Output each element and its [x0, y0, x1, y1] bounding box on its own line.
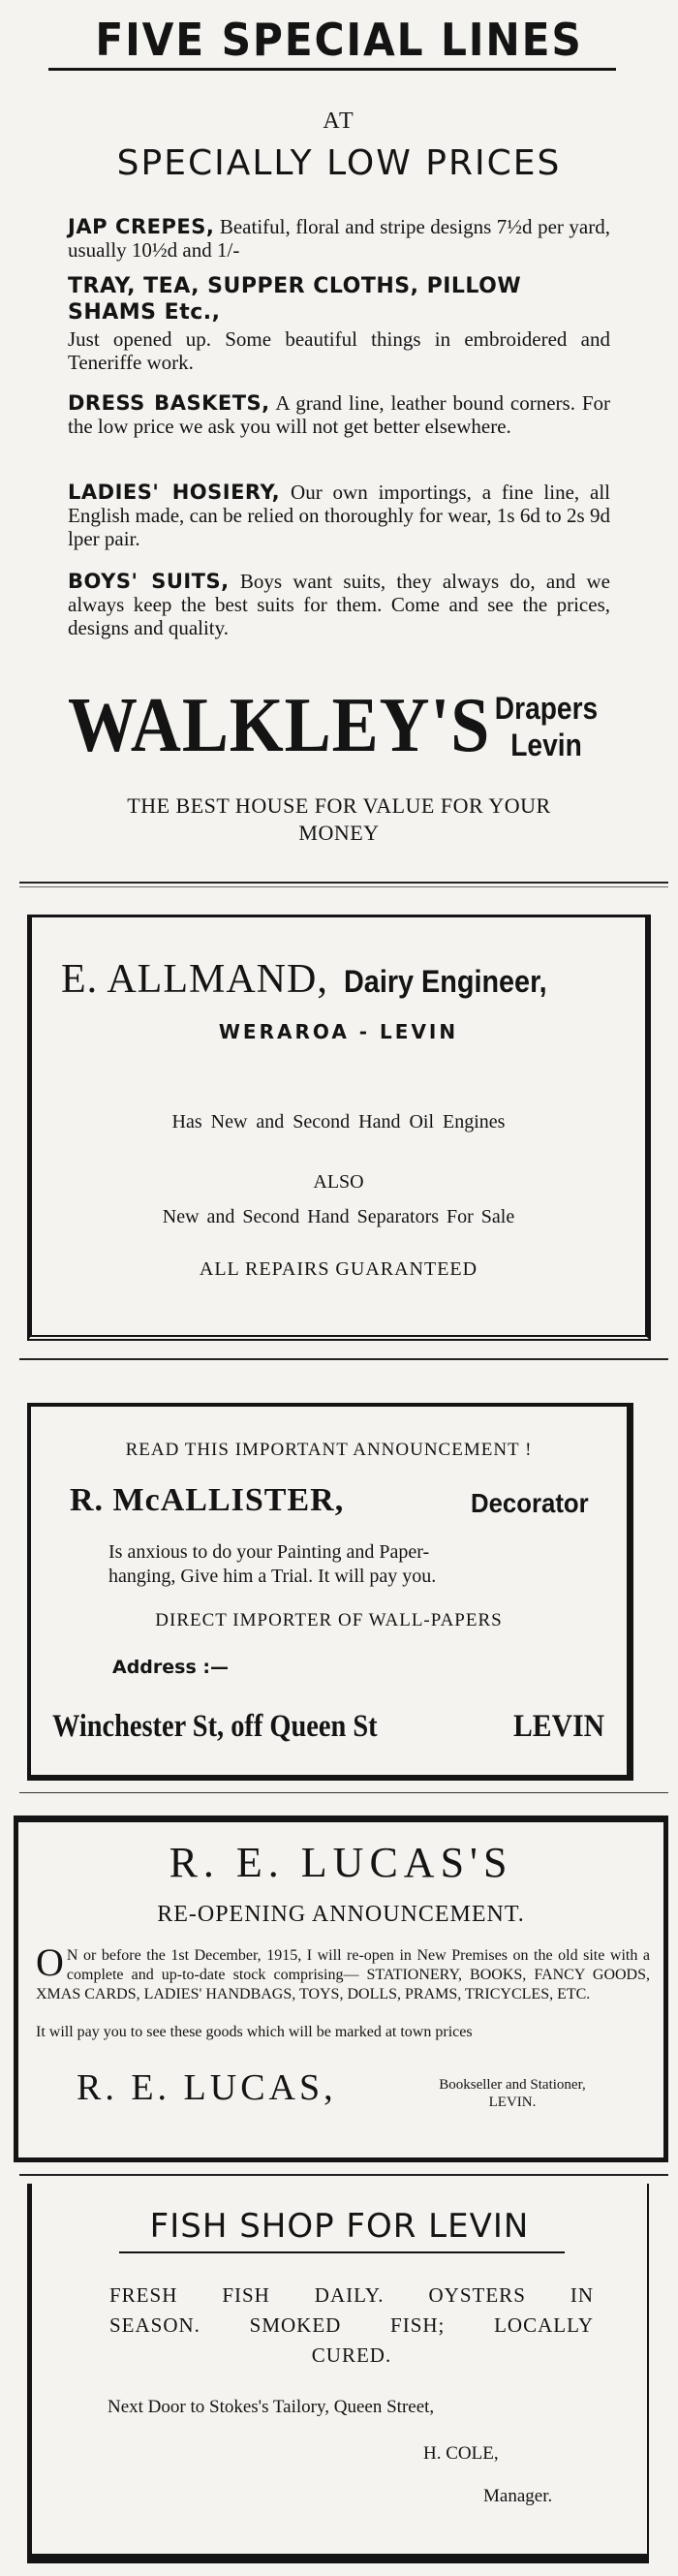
- walkley-subhead: SPECIALLY LOW PRICES: [116, 143, 562, 183]
- mcallister-importer: DIRECT IMPORTER OF WALL-PAPERS: [155, 1610, 503, 1630]
- divider: [19, 886, 668, 887]
- walkley-ad: [0, 0, 678, 862]
- body-line-2: hanging, Give him a Trial. It will pay you.: [108, 1566, 437, 1587]
- fish-line-1: FRESH FISH DAILY. OYSTERS IN: [109, 2283, 594, 2307]
- item-lead: JAP CREPES,: [68, 215, 215, 238]
- mcallister-address: Winchester St, off Queen St: [52, 1709, 378, 1744]
- fish-line-3: CURED.: [311, 2343, 392, 2367]
- sign-trade: Bookseller and Stationer,: [439, 2077, 586, 2093]
- trade-line-drapers: Drapers: [494, 691, 599, 726]
- fish-title-underline: [119, 2251, 565, 2253]
- lucas-subtitle: RE-OPENING ANNOUNCEMENT.: [157, 1902, 525, 1927]
- item-lead: TRAY, TEA, SUPPER CLOTHS, PILLOW SHAMS Etc.,: [68, 274, 522, 325]
- mcallister-town: LEVIN: [513, 1709, 605, 1744]
- allmand-also: ALSO: [313, 1171, 364, 1193]
- item-lead: LADIES' HOSIERY,: [68, 481, 281, 504]
- divider: [19, 882, 668, 884]
- mcallister-trade: Decorator: [471, 1488, 589, 1518]
- fish-address: Next Door to Stokes's Tailory, Queen Street,: [108, 2397, 435, 2417]
- mcallister-body: [108, 1540, 593, 1589]
- sign-town: LEVIN.: [488, 2095, 537, 2110]
- allmand-heading: [61, 956, 623, 1003]
- mcallister-name: R. McALLISTER,: [70, 1482, 345, 1518]
- item-dress-baskets: [68, 391, 610, 438]
- allmand-name: E. ALLMAND,: [61, 957, 328, 1002]
- mcallister-intro: READ THIS IMPORTANT ANNOUNCEMENT !: [125, 1440, 533, 1460]
- lucas-sign-trade: [386, 2076, 638, 2111]
- walkley-at: AT: [323, 109, 355, 134]
- fish-title: FISH SHOP FOR LEVIN: [149, 2207, 530, 2246]
- item-lead: DRESS BASKETS,: [68, 391, 270, 415]
- fish-role: Manager.: [483, 2486, 553, 2506]
- fish-proprietor: H. COLE,: [423, 2443, 499, 2464]
- slogan-line-1: THE BEST HOUSE FOR VALUE FOR YOUR: [127, 793, 551, 818]
- fish-ad: [27, 2184, 649, 2563]
- allmand-line-3: ALL REPAIRS GUARANTEED: [199, 1258, 478, 1280]
- item-text: Our own importings, a fine line, all English made, can be relied on thoroughly for wear, 1s 6d to 2s 9d lper pair.: [68, 481, 611, 550]
- fish-line-2: SEASON. SMOKED FISH; LOCALLY: [109, 2313, 594, 2337]
- allmand-line-2: New and Second Hand Separators For Sale: [162, 1206, 515, 1227]
- walkley-name: WALKLEY'S: [68, 683, 491, 768]
- mcallister-ad: [27, 1403, 633, 1781]
- item-jap-crepes: [68, 215, 610, 262]
- allmand-location: WERAROA - LEVIN: [218, 1020, 459, 1043]
- allmand-trade: Dairy Engineer,: [343, 964, 547, 999]
- allmand-ad: [27, 915, 651, 1341]
- walkley-slogan: [39, 792, 639, 847]
- item-text: Beatiful, floral and stripe designs 7½d per yard, usually 10½d and 1/-: [68, 215, 610, 262]
- mcallister-heading: [70, 1482, 612, 1519]
- item-text: Boys want suits, they always do, and we always keep the best suits for them. Come and see the prices, designs and quality.: [68, 570, 610, 639]
- item-boys-suits: [68, 570, 610, 639]
- trade-line-levin: Levin: [510, 728, 582, 762]
- divider: [19, 1792, 668, 1793]
- item-tray-tea: [68, 273, 610, 374]
- lucas-sign-name: R. E. LUCAS,: [77, 2067, 337, 2108]
- lucas-body: [36, 1940, 650, 2004]
- body-text: N or before the 1st December, 1915, I will re-open in New Premises on the old site with a complete and up-to-date stock comprising— STATIONERY, BOOKS, FANCY GOODS, XMAS CARDS, LADIES' HANDBAGS, TOYS, DOLLS, PRAMS, TRICYCLES, ETC.: [36, 1947, 650, 2002]
- lucas-ad: [14, 1816, 668, 2162]
- lucas-body-last: It will pay you to see these goods which will be marked at town prices: [36, 2024, 473, 2040]
- body-line-1: Is anxious to do your Painting and Paper-: [108, 1541, 430, 1563]
- allmand-line-1: Has New and Second Hand Oil Engines: [171, 1111, 506, 1133]
- mcallister-address-label: Address :—: [112, 1657, 229, 1678]
- divider: [19, 2174, 668, 2176]
- slogan-line-2: MONEY: [298, 821, 380, 845]
- walkley-trade: [478, 690, 615, 763]
- item-text: Just opened up. Some beautiful things in embroidered and Teneriffe work.: [68, 327, 610, 374]
- item-ladies-hosiery: [68, 481, 610, 550]
- headline-underline: [48, 68, 616, 71]
- fish-body: [109, 2281, 594, 2371]
- walkley-headline: FIVE SPECIAL LINES: [95, 14, 583, 66]
- dropcap: O: [36, 1940, 64, 1984]
- lucas-title: R. E. LUCAS'S: [169, 1839, 513, 1886]
- divider: [19, 1358, 668, 1360]
- item-text: A grand line, leather bound corners. For the low price we ask you will not get better elsewhere.: [68, 391, 610, 438]
- item-lead: BOYS' SUITS,: [68, 570, 230, 593]
